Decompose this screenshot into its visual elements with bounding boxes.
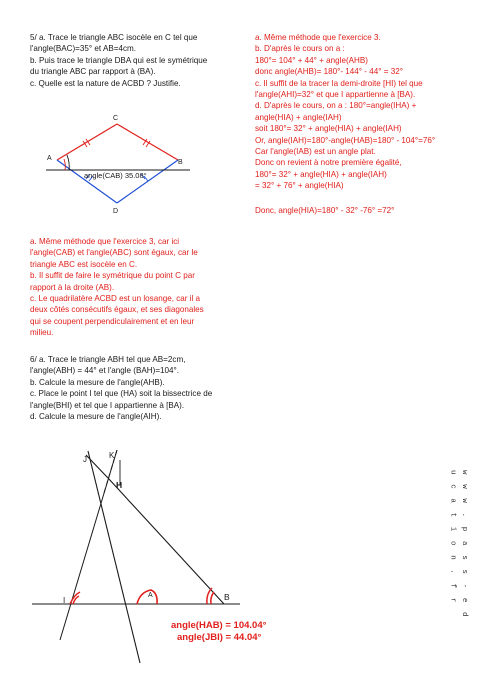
triangle-figure [32,450,267,663]
statement-line: c. Quelle est la nature de ACBD ? Justifie. [30,78,181,88]
answer-line: a. Même méthode que l'exercice 3, car ici [30,237,180,246]
statement-line: du triangle ABC par rapport à (BA). [30,67,156,77]
point-h-label: H [116,480,123,490]
watermark-url: w w w . p a s s - e d u c a t i o n . f r [448,470,468,620]
answer-line: b. D'après le cours on a : [255,44,345,54]
line-hk [86,455,108,478]
point-i-label: I [63,596,66,605]
answer-line: a. Même méthode que l'exercice 3. [255,33,381,42]
point-d-label: D [113,208,119,215]
answer-line: Or, angle(IAH)=180°-angle(HAB)=180° - 104°=76° [255,135,436,145]
statement-line: d. Calcule la mesure de l'angle(AIH). [30,412,162,422]
point-k-label: K [109,451,115,460]
point-j-label: J [83,455,87,464]
statement-line: l'angle(ABH) = 44° et l'angle (BAH)=104°. [30,366,180,376]
exercise6-conclusion: Donc, angle(HIA)=180° - 32° -76° =72° [255,206,395,215]
statement-line: c. Place le point I tel que (HA) soit la bissectrice de [30,389,213,399]
angle-jbi-label: angle(JBI) = 44.04° [177,632,262,643]
statement-line: 6/ a. Trace le triangle ABH tel que AB=2cm, [30,355,186,364]
answer-line: rapport à la droite (AB). [30,282,115,292]
answer-line: triangle ABC est isocèle en C. [30,259,138,269]
point-c-label: C [113,115,119,122]
answer-line: d. D'après le cours, on a : 180°=angle(IHA) + [255,101,417,111]
segment-ad [57,160,117,203]
answer-line: soit 180°= 32° + angle(HIA) + angle(IAH) [255,124,402,134]
answer-line: l'angle(CAB) et l'angle(ABC) sont égaux, car le [30,248,198,258]
segment-cb [117,124,178,160]
answer-line: Car l'angle(IAB) est un angle plat. [255,147,376,157]
point-b-label: B [224,592,230,602]
answer-line: donc angle(AHB)= 180°- 144° - 44° = 32° [255,67,403,77]
answer-line: c. Il suffit de la tracer la demi-droite [HI) tel que [255,78,423,88]
statement-line: l'angle(BAC)=35° et AB=4cm. [30,44,137,54]
line-ah [88,451,140,663]
answer-line: l'angle(AHI)=32° et que I appartienne à [BA). [255,90,416,100]
answer-line: qui se coupent perpendiculairement et en leur [30,316,195,326]
answer-line: deux côtés consécutifs égaux, et ses diagonales [30,305,204,315]
statement-line: b. Calcule la mesure de l'angle(AHB). [30,377,165,387]
answer-line: milieu. [30,328,54,338]
segment-db [117,160,178,203]
segment-ca [57,124,117,160]
answer-line: = 32° + 76° + angle(HIA) [255,181,344,191]
answer-line: c. Le quadrilatère ACBD est un losange, car il a [30,294,201,304]
line-hi [60,450,117,640]
point-a-label: A [148,592,153,599]
point-a-label: A [47,155,52,162]
angle-cab-label: angle(CAB) 35.08° [84,171,147,180]
angle-hab-label: angle(HAB) = 104.04° [171,620,267,631]
point-b-label: B [178,159,183,166]
angle-arc-i [70,592,80,604]
statement-line: b. Puis trace le triangle DBA qui est le symétrique [30,55,208,65]
answer-line: 180°= 104° + 44° + angle(AHB) [255,55,368,65]
line-bh [108,478,224,604]
answer-line: b. Il suffit de faire le symétrique du point C par [30,271,195,281]
angle-arc-b-inner [211,592,214,604]
rhombus-figure [46,115,190,215]
answer-line: angle(HIA) + angle(IAH) [255,112,342,122]
statement-line: 5/ a. Trace le triangle ABC isocèle en C tel que [30,33,198,42]
answer-line: 180°= 32° + angle(HIA) + angle(IAH) [255,169,387,179]
tick-marks [83,139,150,147]
answer-line: Donc on revient à notre première égalité, [255,158,402,168]
statement-line: l'angle(BHI) et tel que I appartienne à [BA). [30,400,185,410]
